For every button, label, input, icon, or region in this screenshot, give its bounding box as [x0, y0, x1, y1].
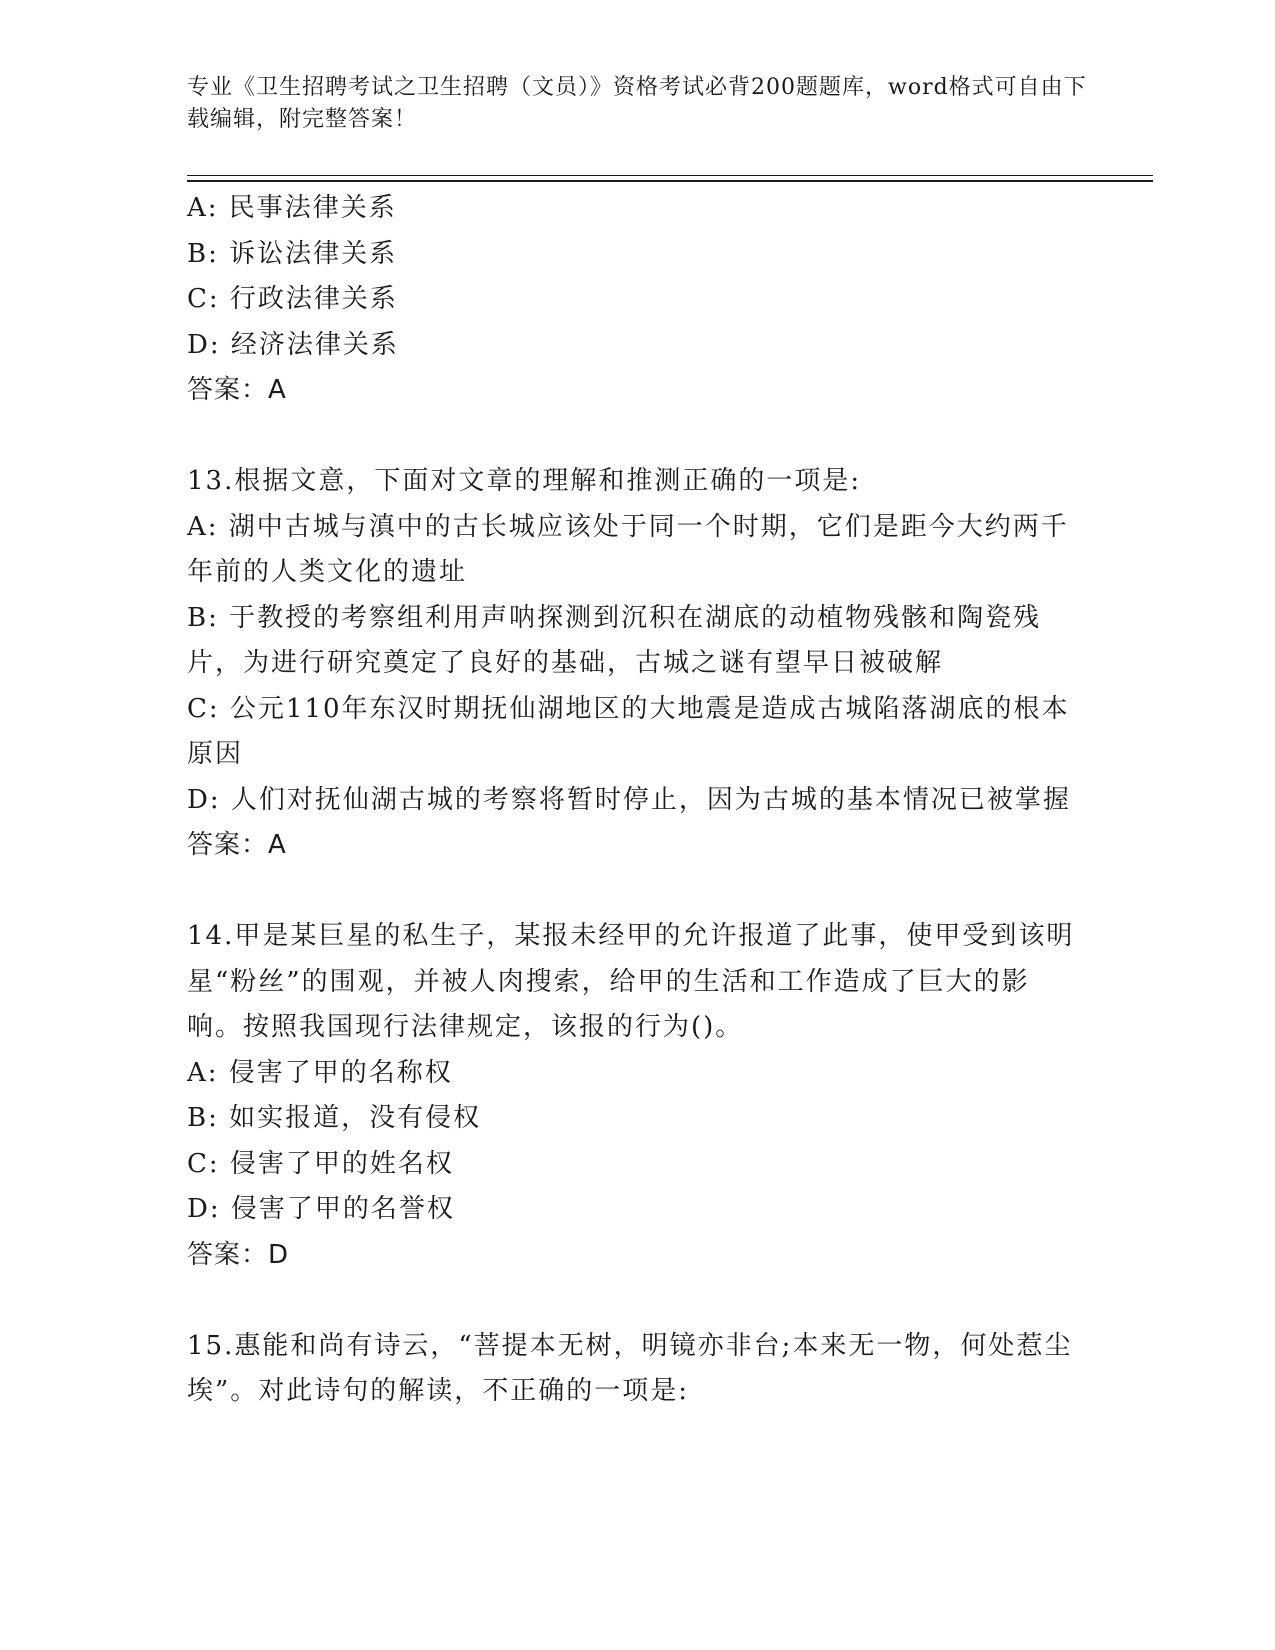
question-content: [187, 186, 1077, 1415]
document-header: 专业《卫生招聘考试之卫生招聘（文员）》资格考试必背200题题库，word格式可自由下载编辑，附完整答案！: [187, 75, 1087, 132]
q13-option-d: D: 人们对抚仙湖古城的考察将暂时停止，因为古城的基本情况已被掌握: [187, 784, 1071, 815]
q14-answer: 答案：D: [187, 1239, 290, 1270]
q14-option-b: B: 如实报道，没有侵权: [187, 1103, 482, 1133]
q15-question: 15.惠能和尚有诗云，“菩提本无树，明镜亦非台;本来无一物，何处惹尘埃”。对此诗句的解读，不正确的一项是:: [187, 1330, 1073, 1406]
question-12-block: [187, 186, 1077, 414]
q12-option-a: A: 民事法律关系: [187, 193, 397, 223]
question-14-block: [187, 914, 1077, 1278]
q12-option-b: B: 诉讼法律关系: [187, 238, 398, 269]
spacer: [187, 869, 1077, 915]
q13-option-a: A: 湖中古城与滇中的古长城应该处于同一个时期，它们是距今大约两千年前的人类文化的遗址: [187, 511, 1069, 587]
spacer: [187, 1278, 1077, 1324]
q14-option-d: D: 侵害了甲的名誉权: [187, 1194, 455, 1224]
q14-question: 14.甲是某巨星的私生子，某报未经甲的允许报道了此事，使甲受到该明星“粉丝”的围观，并被人肉搜索，给甲的生活和工作造成了巨大的影响。按照我国现行法律规定，该报的行为()。: [187, 921, 1075, 1042]
header-divider-thick: [187, 180, 1153, 182]
q13-option-c: C: 公元110年东汉时期抚仙湖地区的大地震是造成古城陷落湖底的根本原因: [187, 693, 1070, 769]
q14-option-c: C: 侵害了甲的姓名权: [187, 1148, 454, 1179]
q13-question: 13.根据文意，下面对文章的理解和推测正确的一项是:: [187, 466, 862, 496]
q12-answer: 答案：A: [187, 375, 287, 405]
spacer: [187, 414, 1077, 460]
q12-option-d: D: 经济法律关系: [187, 329, 399, 360]
header-divider-thin: [187, 175, 1153, 176]
q13-option-b: B: 于教授的考察组利用声呐探测到沉积在湖底的动植物残骸和陶瓷残片，为进行研究奠定了良好的基础，古城之谜有望早日被破解: [187, 602, 1042, 678]
q12-option-c: C: 行政法律关系: [187, 284, 398, 314]
question-15-block: [187, 1324, 1077, 1415]
question-13-block: [187, 459, 1077, 869]
q13-answer: 答案：A: [187, 830, 287, 860]
q14-option-a: A: 侵害了甲的名称权: [187, 1057, 453, 1088]
